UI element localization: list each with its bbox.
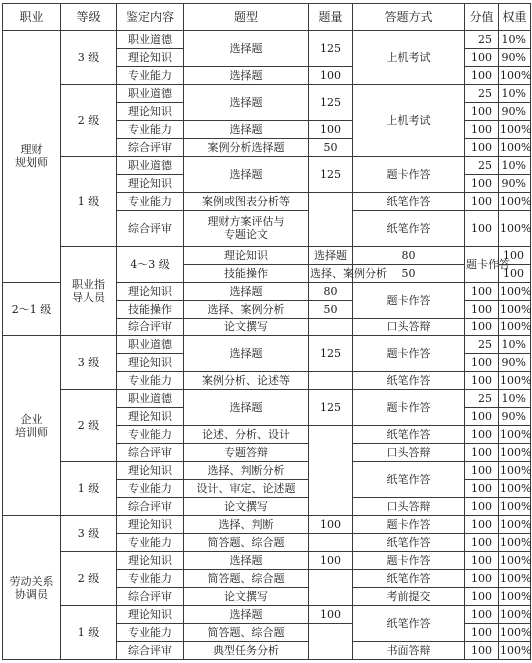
table-row	[3, 84, 531, 102]
occupation-cell: 理财 规划师	[3, 31, 61, 283]
question-type-cell: 简答题、综合题	[184, 534, 309, 552]
content-cell: 理论知识	[117, 354, 184, 372]
content-cell: 技能操作	[184, 264, 309, 282]
content-cell: 综合评审	[117, 318, 184, 336]
question-count-cell	[309, 570, 353, 606]
occupation-cell: 企业 培训师	[3, 336, 61, 516]
question-count-cell: 125	[309, 156, 353, 192]
question-type-cell: 论述、分析、设计	[184, 426, 309, 444]
question-count-cell: 100	[309, 66, 353, 84]
weight-cell: 100%	[499, 138, 531, 156]
question-count-cell: 100	[309, 516, 353, 534]
content-cell: 理论知识	[117, 552, 184, 570]
weight-cell: 100%	[499, 120, 531, 138]
content-cell: 专业能力	[117, 534, 184, 552]
question-type-cell: 专题答辩	[184, 444, 309, 462]
header-question-type: 题型	[184, 4, 309, 31]
content-cell: 技能操作	[117, 300, 184, 318]
question-type-cell: 论文撰写	[184, 318, 309, 336]
level-cell: 1 级	[61, 606, 117, 660]
content-cell: 专业能力	[117, 66, 184, 84]
answer-method-cell: 口头答辩	[353, 498, 465, 516]
score-cell: 100	[465, 480, 499, 498]
table-row	[3, 462, 531, 480]
content-cell: 综合评审	[117, 444, 184, 462]
answer-method-cell: 纸笔作答	[353, 534, 465, 552]
weight-cell: 100%	[499, 300, 531, 318]
weight-cell: 100%	[499, 462, 531, 480]
content-cell: 综合评审	[117, 641, 184, 659]
table-row	[3, 336, 531, 354]
score-cell: 100	[465, 120, 499, 138]
content-cell: 专业能力	[117, 372, 184, 390]
content-cell: 专业能力	[117, 192, 184, 210]
content-cell: 职业道德	[117, 390, 184, 408]
content-cell: 综合评审	[117, 210, 184, 246]
question-count-cell	[309, 534, 353, 552]
weight-cell: 100%	[499, 66, 531, 84]
answer-method-cell: 纸笔作答	[353, 462, 465, 498]
question-type-cell: 选择题	[184, 66, 309, 84]
score-cell: 25	[465, 156, 499, 174]
question-count-cell	[309, 372, 353, 390]
answer-method-cell: 题卡作答	[353, 156, 465, 192]
answer-method-cell: 纸笔作答	[353, 426, 465, 444]
score-cell: 100	[465, 210, 499, 246]
question-type-cell: 选择题	[184, 336, 309, 372]
weight-cell: 90%	[499, 174, 531, 192]
weight-cell: 90%	[499, 354, 531, 372]
score-cell: 100	[465, 426, 499, 444]
table-row	[3, 31, 531, 49]
content-cell: 专业能力	[117, 480, 184, 498]
weight-cell: 100%	[499, 641, 531, 659]
score-cell: 100	[465, 408, 499, 426]
content-cell: 综合评审	[117, 138, 184, 156]
score-cell: 100	[465, 623, 499, 641]
score-cell: 100	[465, 300, 499, 318]
weight-cell: 100%	[499, 606, 531, 624]
question-type-cell: 论文撰写	[184, 498, 309, 516]
weight-cell: 100%	[499, 210, 531, 246]
answer-method-cell: 纸笔作答	[353, 372, 465, 390]
answer-method-cell: 上机考试	[353, 31, 465, 85]
content-cell: 综合评审	[117, 588, 184, 606]
content-cell: 专业能力	[117, 623, 184, 641]
question-count-cell	[309, 426, 353, 516]
answer-method-cell: 书面答辩	[353, 641, 465, 659]
level-cell: 2 级	[61, 552, 117, 606]
score-cell: 100	[465, 138, 499, 156]
answer-method-cell: 口头答辩	[353, 444, 465, 462]
score-cell: 100	[499, 264, 531, 282]
content-cell: 专业能力	[117, 570, 184, 588]
question-type-cell: 选择题	[184, 120, 309, 138]
score-cell: 100	[465, 516, 499, 534]
weight-cell: 100%	[499, 444, 531, 462]
question-count-cell: 100	[309, 606, 353, 624]
question-type-cell: 简答题、综合题	[184, 623, 309, 641]
weight-cell: 90%	[499, 408, 531, 426]
content-cell: 理论知识	[117, 516, 184, 534]
exam-scheme-table	[2, 3, 531, 660]
weight-cell: 100%	[499, 623, 531, 641]
weight-cell: 100%	[499, 372, 531, 390]
score-cell: 100	[499, 246, 531, 264]
table-row	[3, 516, 531, 534]
question-type-cell: 论文撰写	[184, 588, 309, 606]
weight-cell: 10%	[499, 336, 531, 354]
weight-cell: 100%	[499, 570, 531, 588]
content-cell: 理论知识	[117, 408, 184, 426]
weight-cell: 100%	[499, 192, 531, 210]
score-cell: 100	[465, 318, 499, 336]
score-cell: 100	[465, 282, 499, 300]
content-cell: 理论知识	[117, 102, 184, 120]
header-row	[3, 4, 531, 31]
content-cell: 职业道德	[117, 336, 184, 354]
question-count-cell: 125	[309, 336, 353, 372]
question-type-cell: 选择题	[184, 31, 309, 67]
weight-cell: 100%	[499, 282, 531, 300]
question-count-cell: 125	[309, 390, 353, 426]
header-answer-method: 答题方式	[353, 4, 465, 31]
question-type-cell: 案例分析选择题	[184, 138, 309, 156]
weight-cell: 10%	[499, 156, 531, 174]
header-content: 鉴定内容	[117, 4, 184, 31]
question-count-cell: 50	[309, 300, 353, 318]
score-cell: 100	[465, 174, 499, 192]
content-cell: 专业能力	[117, 426, 184, 444]
question-type-cell: 典型任务分析	[184, 641, 309, 659]
question-type-cell: 选择题	[184, 606, 309, 624]
score-cell: 100	[465, 444, 499, 462]
question-count-cell: 80	[353, 246, 465, 264]
answer-method-cell: 题卡作答	[353, 516, 465, 534]
question-type-cell: 案例分析、论述等	[184, 372, 309, 390]
score-cell: 100	[465, 570, 499, 588]
question-type-cell: 选择、案例分析	[309, 264, 353, 282]
question-type-cell: 选择题	[184, 156, 309, 192]
question-type-cell: 选择题	[184, 84, 309, 120]
answer-method-cell: 考前提交	[353, 588, 465, 606]
level-cell: 2 级	[61, 84, 117, 156]
content-cell: 专业能力	[117, 120, 184, 138]
score-cell: 100	[465, 534, 499, 552]
question-type-cell: 选择题	[184, 390, 309, 426]
content-cell: 理论知识	[117, 606, 184, 624]
weight-cell: 100%	[499, 552, 531, 570]
weight-cell: 100%	[499, 534, 531, 552]
score-cell: 100	[465, 102, 499, 120]
score-cell: 100	[465, 462, 499, 480]
score-cell: 100	[465, 606, 499, 624]
question-type-cell: 设计、审定、论述题	[184, 480, 309, 498]
content-cell: 理论知识	[117, 174, 184, 192]
answer-method-cell: 纸笔作答	[353, 192, 465, 210]
occupation-cell: 劳动关系 协调员	[3, 516, 61, 660]
table-row	[3, 552, 531, 570]
table-row	[3, 390, 531, 408]
answer-method-cell: 题卡作答	[353, 390, 465, 426]
level-cell: 3 级	[61, 31, 117, 85]
answer-method-cell: 口头答辩	[353, 318, 465, 336]
question-type-cell: 选择、判断	[184, 516, 309, 534]
content-cell: 理论知识	[117, 462, 184, 480]
answer-method-cell: 题卡作答	[353, 336, 465, 372]
question-count-cell	[309, 318, 353, 336]
question-count-cell	[309, 623, 353, 659]
level-cell: 4～3 级	[117, 246, 184, 282]
question-type-cell: 选择、判断分析	[184, 462, 309, 480]
question-count-cell: 50	[309, 138, 353, 156]
answer-method-cell: 纸笔作答	[353, 210, 465, 246]
weight-cell: 10%	[499, 390, 531, 408]
score-cell: 100	[465, 641, 499, 659]
score-cell: 100	[465, 372, 499, 390]
question-type-cell: 选择题	[184, 282, 309, 300]
content-cell: 职业道德	[117, 31, 184, 49]
answer-method-cell: 纸笔作答	[353, 606, 465, 642]
score-cell: 25	[465, 84, 499, 102]
content-cell: 理论知识	[184, 246, 309, 264]
level-cell: 1 级	[61, 462, 117, 516]
score-cell: 25	[465, 390, 499, 408]
score-cell: 25	[465, 336, 499, 354]
answer-method-cell: 纸笔作答	[353, 570, 465, 588]
score-cell: 100	[465, 66, 499, 84]
table-row	[3, 156, 531, 174]
level-cell: 3 级	[61, 336, 117, 390]
content-cell: 综合评审	[117, 498, 184, 516]
question-type-cell: 选择题	[184, 552, 309, 570]
answer-method-cell: 题卡作答	[353, 282, 465, 318]
header-score: 分值	[465, 4, 499, 31]
score-cell: 25	[465, 31, 499, 49]
header-level: 等级	[61, 4, 117, 31]
occupation-cell: 职业指 导人员	[61, 246, 117, 336]
question-type-cell: 案例或图表分析等	[184, 192, 309, 210]
level-cell: 2 级	[61, 390, 117, 462]
header-weight: 权重	[499, 4, 531, 31]
content-cell: 理论知识	[117, 282, 184, 300]
score-cell: 100	[465, 552, 499, 570]
score-cell: 100	[465, 192, 499, 210]
level-cell: 1 级	[61, 156, 117, 246]
answer-method-cell: 题卡作答	[465, 246, 499, 282]
level-cell: 2～1 级	[3, 282, 61, 336]
weight-cell: 100%	[499, 588, 531, 606]
question-type-cell: 简答题、综合题	[184, 570, 309, 588]
answer-method-cell: 题卡作答	[353, 552, 465, 570]
score-cell: 100	[465, 498, 499, 516]
question-count-cell: 125	[309, 31, 353, 67]
question-type-cell: 选择题	[309, 246, 353, 264]
score-cell: 100	[465, 588, 499, 606]
weight-cell: 90%	[499, 48, 531, 66]
table-row	[3, 246, 531, 264]
table-row	[3, 606, 531, 624]
weight-cell: 100%	[499, 480, 531, 498]
weight-cell: 10%	[499, 84, 531, 102]
header-occupation: 职业	[3, 4, 61, 31]
content-cell: 职业道德	[117, 84, 184, 102]
question-count-cell: 100	[309, 120, 353, 138]
content-cell: 理论知识	[117, 48, 184, 66]
header-question-count: 题量	[309, 4, 353, 31]
question-count-cell: 50	[353, 264, 465, 282]
level-cell: 3 级	[61, 516, 117, 552]
score-cell: 100	[465, 48, 499, 66]
weight-cell: 100%	[499, 318, 531, 336]
score-cell: 100	[465, 354, 499, 372]
question-count-cell: 125	[309, 84, 353, 120]
question-count-cell: 80	[309, 282, 353, 300]
weight-cell: 100%	[499, 516, 531, 534]
weight-cell: 10%	[499, 31, 531, 49]
weight-cell: 100%	[499, 426, 531, 444]
weight-cell: 90%	[499, 102, 531, 120]
question-type-cell: 选择、案例分析	[184, 300, 309, 318]
content-cell: 职业道德	[117, 156, 184, 174]
question-count-cell	[309, 192, 353, 246]
weight-cell: 100%	[499, 498, 531, 516]
question-type-cell: 理财方案评估与 专题论文	[184, 210, 309, 246]
question-count-cell: 100	[309, 552, 353, 570]
answer-method-cell: 上机考试	[353, 84, 465, 156]
